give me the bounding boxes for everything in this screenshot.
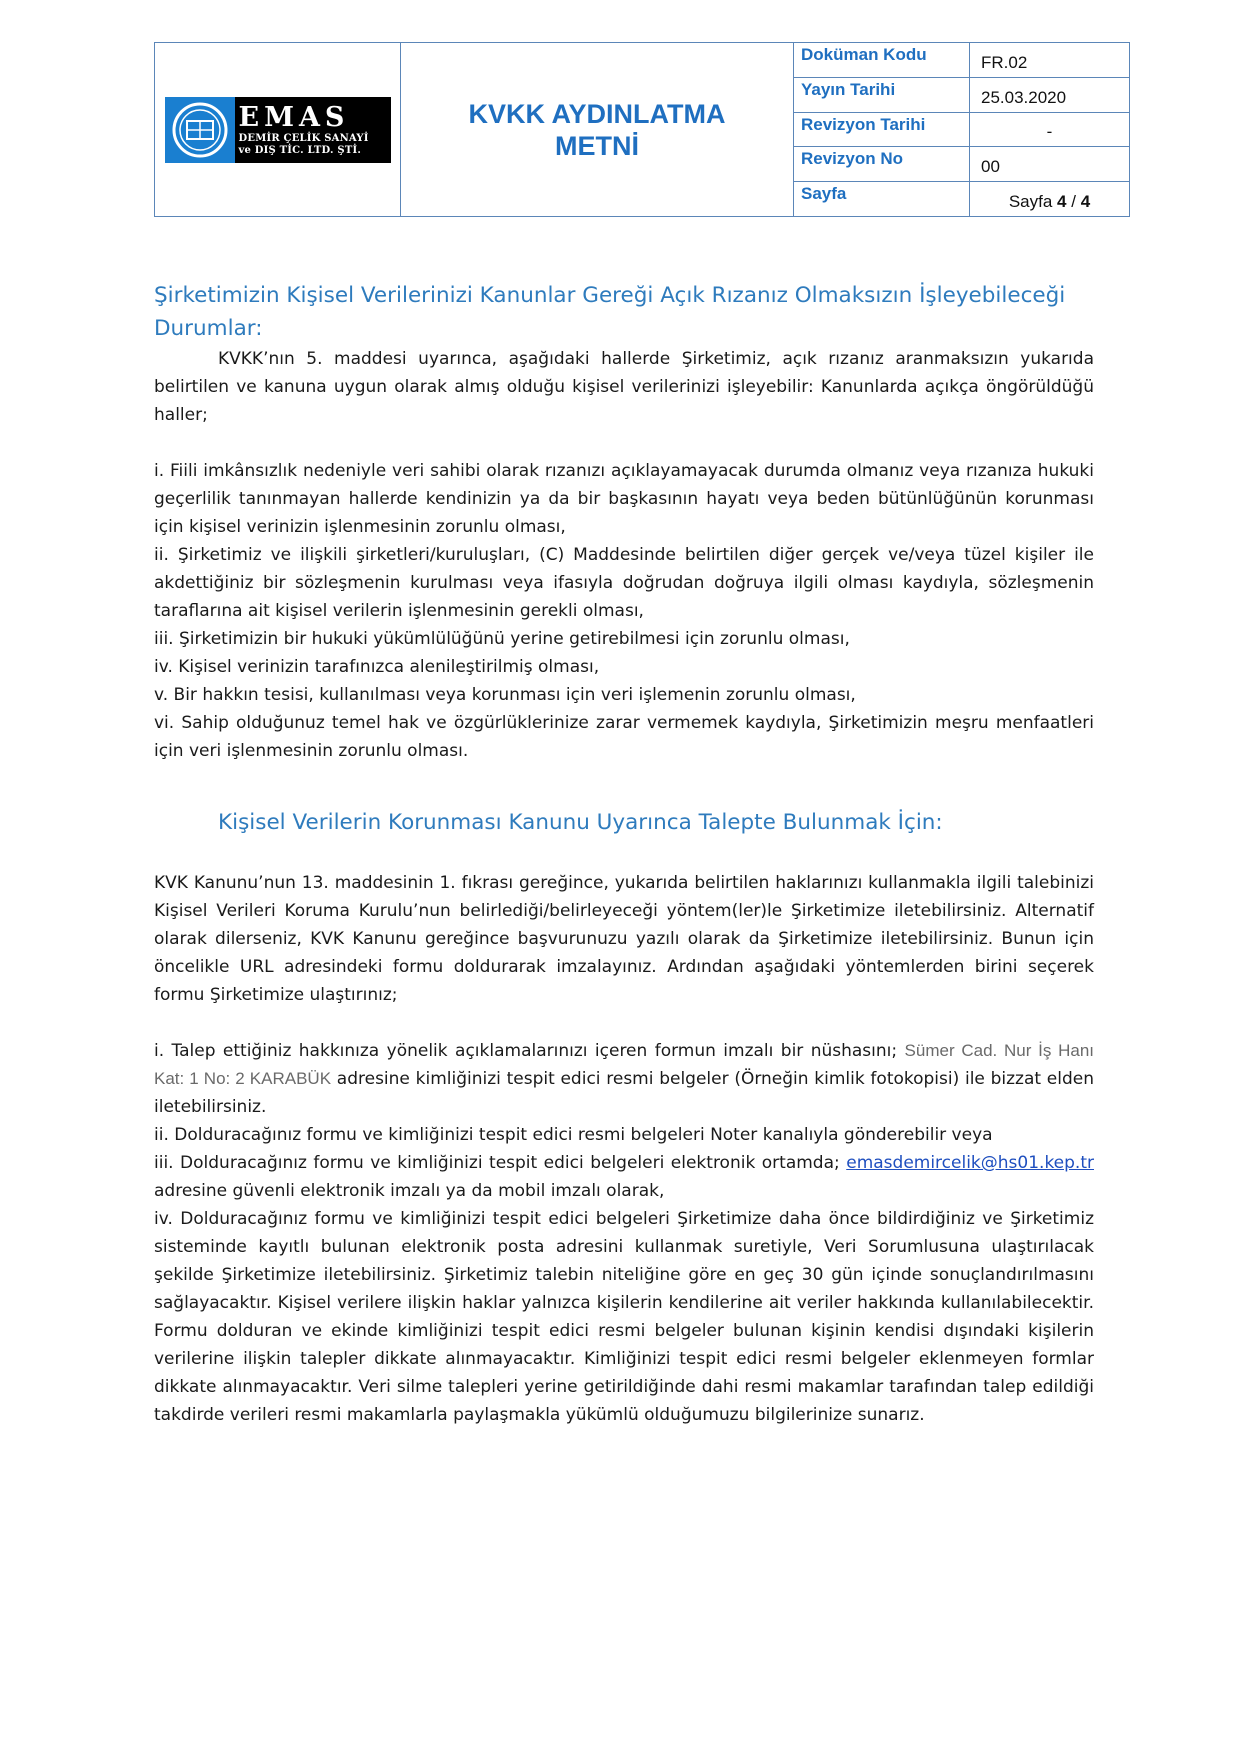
logo-cell	[155, 43, 401, 216]
logo-name: EMAS	[238, 101, 350, 133]
page-prefix: Sayfa	[1008, 191, 1053, 211]
meta-value: 25.03.2020	[981, 87, 1067, 107]
list-item-1-lead: i. Talep ettiğiniz hakkınıza yönelik açıklamalarınızı içeren formun imzalı bir nüshasını;	[154, 1041, 898, 1061]
meta-row-revision-no	[794, 147, 1129, 182]
meta-value: -	[1046, 122, 1053, 142]
page-number	[970, 182, 1129, 216]
list-item: vi. Sahip olduğunuz temel hak ve özgürlüklerinize zarar vermemek kaydıyla, Şirketimizin meşru menfaatleri için veri işlenmesinin zorunlu olması.	[154, 713, 1094, 761]
list-item-1	[154, 1037, 1094, 1121]
page-total: 4	[1080, 191, 1091, 211]
section2-body	[154, 869, 1094, 1429]
list-item-3	[154, 1149, 1094, 1205]
section1-intro: KVKK’nın 5. maddesi uyarınca, aşağıdaki hallerde Şirketimiz, açık rızanız aranmaksızın yukarıda belirtilen ve kanuna uygun olarak almış olduğu kişisel verilerinizi işleyebilir: Kanunlarda açıkça öngörüldüğü haller;	[154, 349, 1094, 425]
company-logo	[165, 97, 391, 163]
list-item-2: ii. Dolduracağınız formu ve kimliğinizi tespit edici resmi belgeleri Noter kanalıyla gönderebilir veya	[154, 1125, 993, 1145]
meta-label: Sayfa	[794, 182, 970, 216]
list-item: iii. Şirketimizin bir hukuki yükümlülüğünü yerine getirebilmesi için zorunlu olması,	[154, 629, 850, 649]
meta-value: FR.02	[981, 52, 1028, 72]
document-header-table	[154, 42, 1130, 217]
meta-value: 00	[981, 157, 1000, 177]
logo-subtitle-line1: DEMİR ÇELİK SANAYİ	[238, 132, 369, 144]
logo-emblem-icon	[165, 97, 235, 163]
address-text: Sümer Cad. Nur İş Hanı Kat: 1 No: 2 KARABÜK	[154, 1041, 1094, 1088]
list-item-3-rest: adresine güvenli elektronik imzalı ya da mobil imzalı olarak,	[154, 1181, 665, 1201]
section1-heading: Şirketimizin Kişisel Verilerinizi Kanunlar Gereği Açık Rızanız Olmaksızın İşleyebileceği Durumlar:	[154, 283, 1066, 341]
email-link[interactable]: emasdemircelik@hs01.kep.tr	[846, 1153, 1094, 1173]
meta-label: Revizyon Tarihi	[794, 113, 970, 147]
meta-row-publish-date	[794, 78, 1129, 113]
title-cell	[401, 43, 794, 216]
section2-heading: Kişisel Verilerin Korunması Kanunu Uyarınca Talepte Bulunmak İçin:	[218, 810, 943, 835]
section2-intro: KVK Kanunu’nun 13. maddesinin 1. fıkrası gereğince, yukarıda belirtilen haklarınızı kullanmakla ilgili talebinizi Kişisel Verileri Koruma Kurulu’nun belirlediği/belirleyeceği yöntem(ler)le Şirketimize iletebilirsiniz. Alternatif olarak dilerseniz, KVK Kanunu gereğince başvurunuzu yazılı olarak da Şirketimize iletebilirsiniz. Bunun için öncelikle URL adresindeki formu doldurarak imzalayınız. Ardından aşağıdaki yöntemlerden birini seçerek formu Şirketimize ulaştırınız;	[154, 873, 1094, 1005]
meta-row-document-code	[794, 43, 1129, 78]
list-item-3-lead: iii. Dolduracağınız formu ve kimliğinizi tespit edici belgeleri elektronik ortamda;	[154, 1153, 840, 1173]
meta-label: Doküman Kodu	[794, 43, 970, 77]
page-current: 4	[1057, 191, 1067, 211]
meta-label: Revizyon No	[794, 147, 970, 181]
meta-row-page	[794, 182, 1129, 216]
list-item: iv. Kişisel verinizin tarafınızca alenileştirilmiş olması,	[154, 657, 600, 677]
list-item: v. Bir hakkın tesisi, kullanılması veya korunması için veri işlemenin zorunlu olması,	[154, 685, 856, 705]
list-item-4: iv. Dolduracağınız formu ve kimliğinizi tespit edici belgeleri Şirketimize daha önce bildirdiğiniz ve Şirketimiz sisteminde kayıtlı bulunan elektronik posta adresini kullanmak suretiyle, Veri Sorumlusuna ulaştırılacak şekilde Şirketimize iletebilirsiniz. Şirketimiz talebin niteliğine göre en geç 30 gün içinde sonuçlandırılmasını sağlayacaktır. Kişisel verilere ilişkin haklar yalnızca kişilerin kendilerine ait veriler hakkında kullanılabilecektir. Formu dolduran ve ekinde kimliğinizi tespit edici resmi belgeler bulunan kişinin kendisi dışındaki kişilerin verilerine ilişkin talepler dikkate alınmayacaktır. Kimliğinizi tespit edici resmi belgeler eklenmeyen formlar dikkate alınmayacaktır. Veri silme talepleri yerine getirildiğinde dahi resmi makamlar tarafından talep edildiği takdirde verileri resmi makamlarla paylaşmakla yükümlü olduğumuzu bilgilerinize sunarız.	[154, 1209, 1094, 1425]
logo-text	[235, 103, 391, 157]
meta-label: Yayın Tarihi	[794, 78, 970, 112]
section1-body	[154, 345, 1094, 765]
document-title: KVKK AYDINLATMA METNİ	[468, 98, 726, 161]
meta-row-revision-date	[794, 113, 1129, 148]
list-item-1-rest: adresine kimliğinizi tespit edici resmi belgeler (Örneğin kimlik fotokopisi) ile bizzat elden iletebilirsiniz.	[154, 1069, 1094, 1117]
logo-subtitle-line2: ve DIŞ TİC. LTD. ŞTİ.	[238, 144, 362, 156]
meta-table	[794, 43, 1129, 216]
list-item: i. Fiili imkânsızlık nedeniyle veri sahibi olarak rızanızı açıklayamayacak durumda olmanız veya rızanıza hukuki geçerlilik tanınmayan hallerde kendinizin ya da bir başkasının hayatı veya beden bütünlüğünün korunması için kişisel verinizin işlenmesinin zorunlu olması,	[154, 461, 1094, 537]
list-item: ii. Şirketimiz ve ilişkili şirketleri/kuruluşları, (C) Maddesinde belirtilen diğer gerçek ve/veya tüzel kişiler ile akdettiğiniz bir sözleşmenin kurulması veya ifasıyla doğrudan doğruya ilgili olması kaydıyla, sözleşmenin taraflarına ait kişisel verilerin işlenmesinin gerekli olması,	[154, 545, 1094, 621]
page-separator: /	[1071, 191, 1076, 211]
